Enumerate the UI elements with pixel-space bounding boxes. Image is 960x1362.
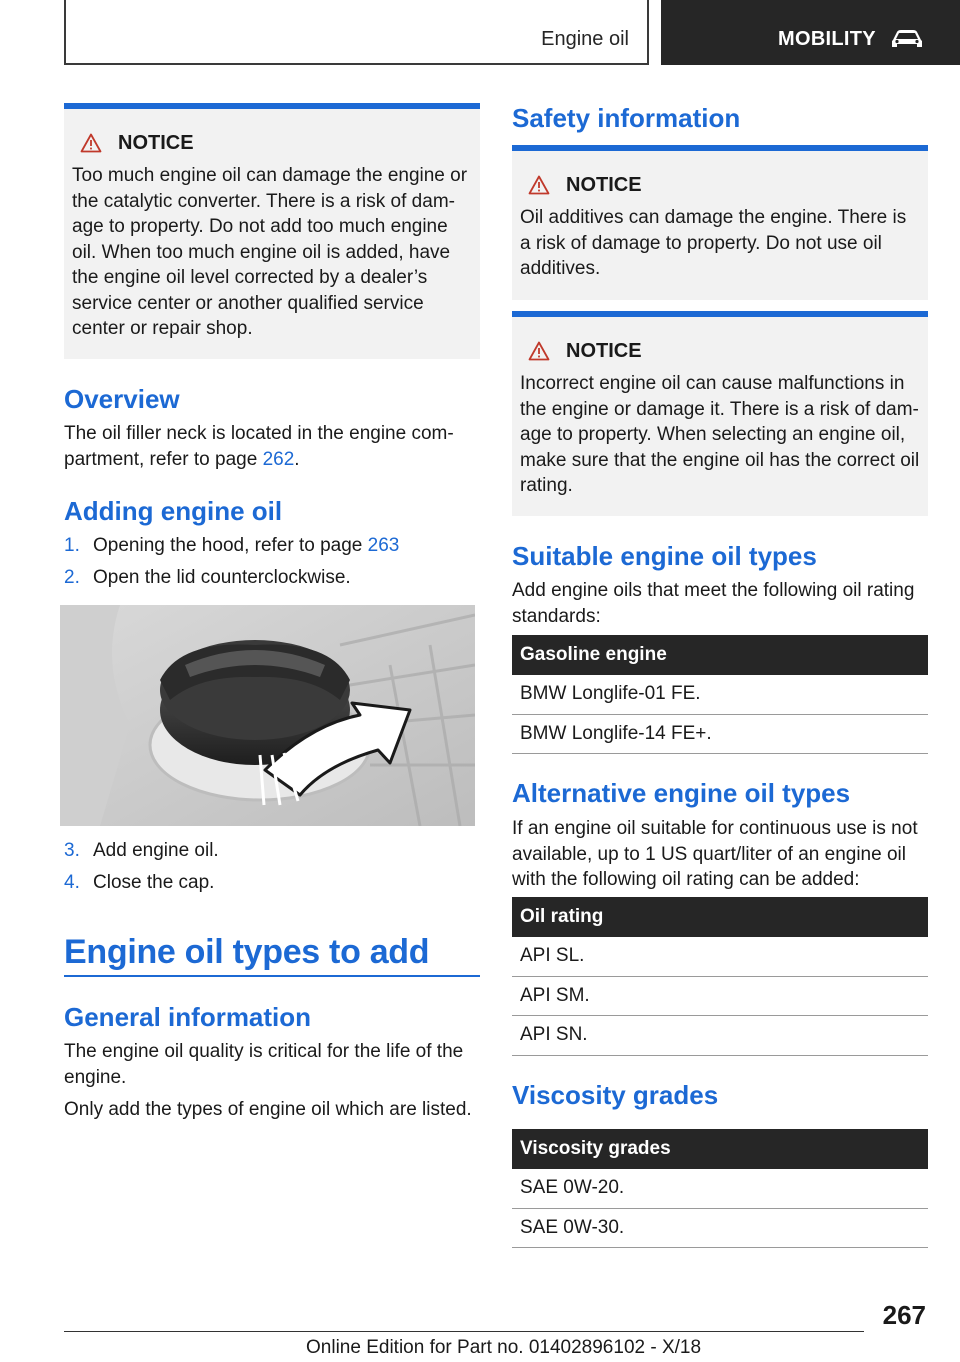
notice-text: Incorrect engine oil can cause malfunctions in the engine or damage it. There is a risk of damage to property. When selecting an engine oil, make sure that the engine oil has the correct oil rating. bbox=[520, 373, 920, 496]
safety-info-heading: Safety information bbox=[512, 103, 741, 133]
table-row: SAE 0W-30. bbox=[512, 1209, 928, 1249]
alternative-oil-heading: Alternative engine oil types bbox=[512, 778, 851, 808]
suitable-oil-heading: Suitable engine oil types bbox=[512, 541, 817, 571]
viscosity-table bbox=[512, 1129, 928, 1248]
notice-additives bbox=[512, 145, 928, 300]
car-icon bbox=[889, 27, 925, 51]
general-info-heading: General information bbox=[64, 1002, 312, 1032]
step-1: 1. Opening the hood, refer to page 263 bbox=[64, 535, 400, 556]
table-header: Gasoline engine bbox=[512, 635, 928, 675]
overview-text: The oil filler neck is located in the engine compartment, refer to page 262. bbox=[64, 423, 454, 470]
warning-icon bbox=[528, 341, 550, 361]
suitable-oil-text: Add engine oils that meet the following oil rating standards: bbox=[512, 580, 915, 627]
table-row: BMW Longlife-14 FE+. bbox=[512, 715, 928, 755]
gasoline-engine-table bbox=[512, 635, 928, 754]
general-info-text-2: Only add the types of engine oil which are listed. bbox=[64, 1099, 472, 1120]
notice-title: NOTICE bbox=[118, 131, 194, 154]
table-row: API SN. bbox=[512, 1016, 928, 1056]
page-number: 267 bbox=[882, 1300, 926, 1330]
warning-icon bbox=[80, 133, 102, 153]
header-section-box bbox=[64, 0, 649, 65]
viscosity-heading: Viscosity grades bbox=[512, 1080, 719, 1110]
notice-overfill bbox=[64, 103, 480, 359]
warning-icon bbox=[528, 175, 550, 195]
table-row: API SL. bbox=[512, 937, 928, 977]
general-info-text-1: The engine oil quality is critical for the life of the engine. bbox=[64, 1041, 464, 1088]
page-link-262[interactable]: 262 bbox=[262, 448, 295, 470]
notice-title: NOTICE bbox=[566, 339, 642, 362]
engine-oil-types-heading: Engine oil types to add bbox=[64, 933, 430, 971]
table-header: Viscosity grades bbox=[512, 1129, 928, 1169]
notice-text: Too much engine oil can damage the engine or the catalytic converter. There is a risk of damage to property. Do not add too much engine oil. When too much engine oil is added, have the engine oil level corrected by a dealer’s service center or another qualified service center or repair shop. bbox=[72, 165, 468, 339]
step-2: 2. Open the lid counterclockwise. bbox=[64, 567, 351, 588]
adding-oil-heading: Adding engine oil bbox=[64, 496, 283, 526]
overview-heading: Overview bbox=[64, 384, 180, 414]
table-header: Oil rating bbox=[512, 897, 928, 937]
table-row: SAE 0W-20. bbox=[512, 1169, 928, 1209]
notice-text: Oil additives can damage the engine. There is a risk of damage to property. Do not use oil additives. bbox=[520, 207, 907, 279]
page-link-263[interactable]: 263 bbox=[367, 535, 400, 556]
alternative-oil-text: If an engine oil suitable for continuous use is not available, up to 1 US quart/liter of an engine oil with the following oil rating can be added: bbox=[512, 818, 918, 890]
step-4: 4. Close the cap. bbox=[64, 872, 215, 893]
oil-rating-table bbox=[512, 897, 928, 1056]
step-3: 3. Add engine oil. bbox=[64, 840, 219, 861]
footer-rule bbox=[64, 1331, 864, 1332]
table-row: API SM. bbox=[512, 977, 928, 1017]
header-category-title: MOBILITY bbox=[778, 28, 876, 50]
header-section-title: Engine oil bbox=[541, 28, 629, 50]
notice-incorrect-oil bbox=[512, 311, 928, 516]
header-category-box bbox=[661, 0, 960, 65]
footer-edition: Online Edition for Part no. 01402896102 - X/18 bbox=[306, 1337, 702, 1358]
table-row: BMW Longlife-01 FE. bbox=[512, 675, 928, 715]
heading-rule bbox=[64, 975, 480, 977]
notice-title: NOTICE bbox=[566, 173, 642, 196]
oil-filler-cap-photo bbox=[60, 605, 475, 826]
